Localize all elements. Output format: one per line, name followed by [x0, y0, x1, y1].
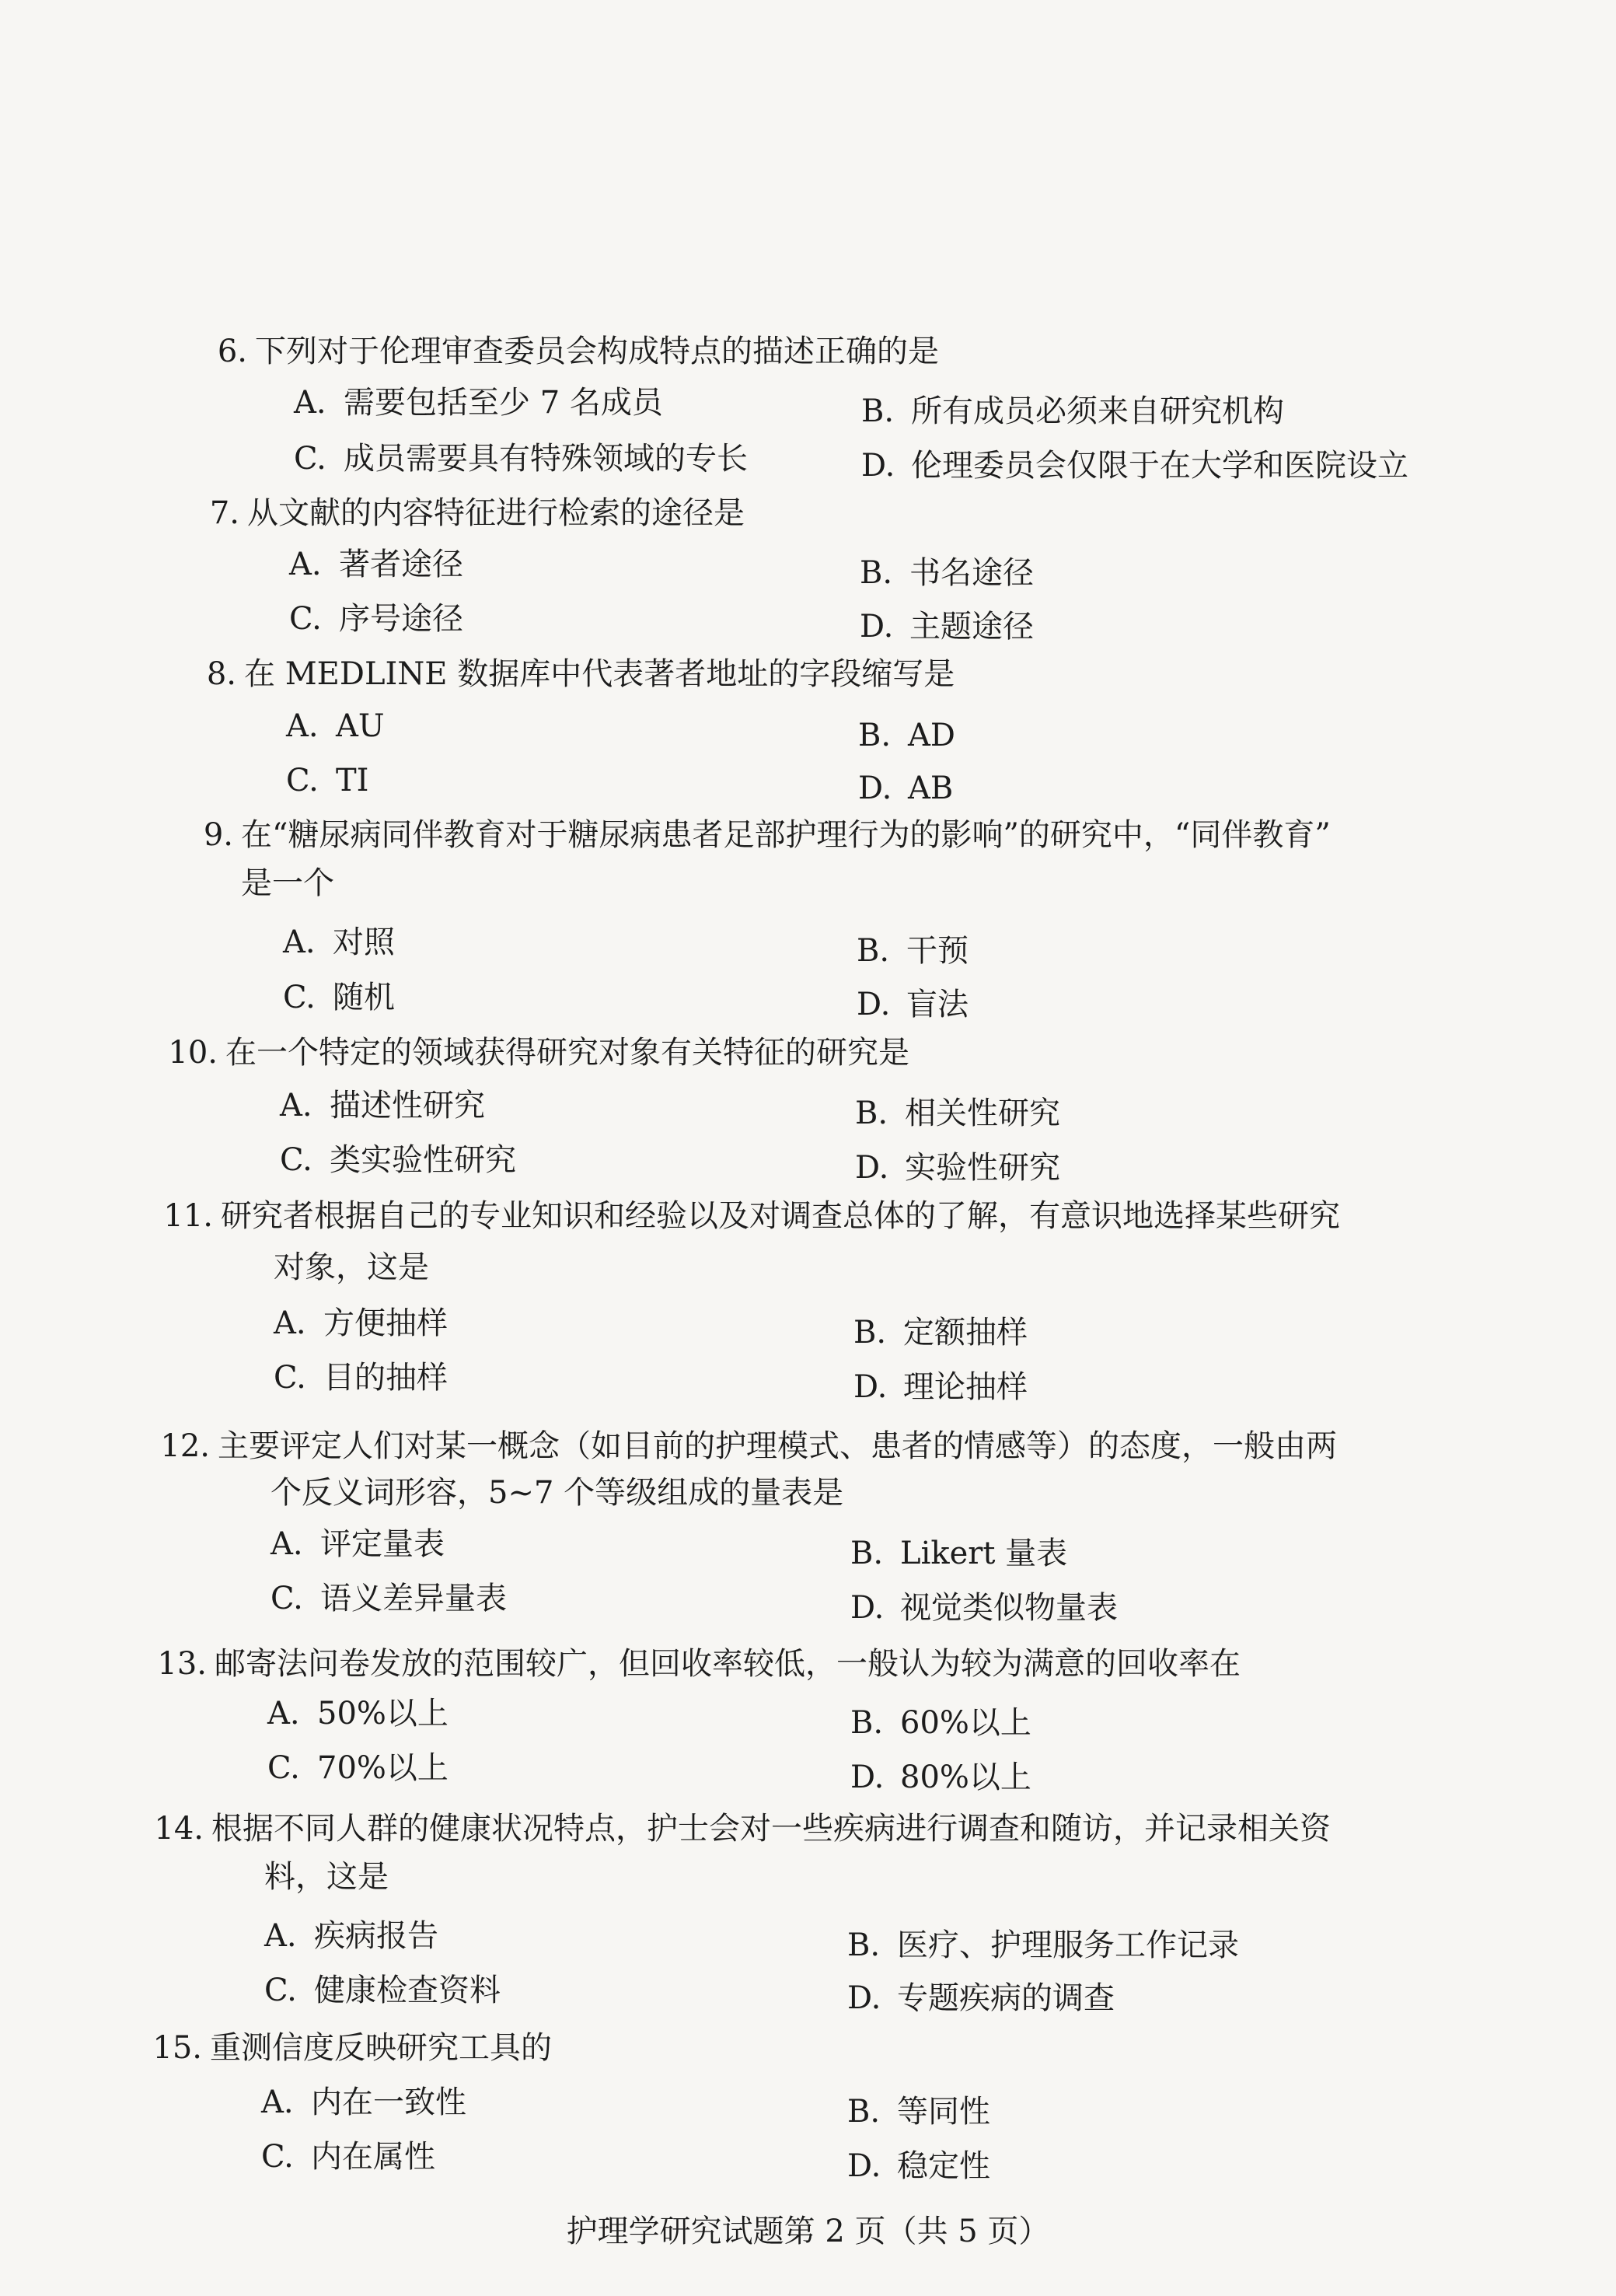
option-text: 序号途径 [339, 601, 463, 637]
option-d [860, 608, 1034, 645]
question-number: 11. [163, 1198, 213, 1234]
option-c [280, 1141, 516, 1179]
option-a [267, 1695, 449, 1732]
option-text: 需要包括至少 7 名成员 [344, 385, 663, 421]
question-text-line-2: 个反义词形容，5~7 个等级组成的量表是 [270, 1475, 844, 1511]
option-text: 方便抽样 [323, 1305, 448, 1341]
option-text: 80%以上 [900, 1760, 1031, 1795]
option-letter: C. [283, 980, 316, 1015]
option-b [860, 554, 1034, 592]
question-stem [163, 816, 1331, 854]
option-letter: D. [850, 1760, 885, 1795]
option-c [264, 1972, 501, 2009]
option-a [280, 1087, 485, 1124]
option-b [853, 1314, 1028, 1351]
option-text: 50%以上 [317, 1696, 449, 1732]
option-letter: D. [847, 1980, 881, 2016]
option-letter: A. [294, 385, 326, 421]
option-letter: D. [855, 1150, 889, 1186]
option-letter: A. [289, 547, 322, 582]
option-b [858, 717, 955, 754]
option-letter: D. [858, 771, 892, 806]
question-stem [169, 494, 745, 532]
question-number: 10. [168, 1035, 218, 1071]
option-b [847, 1927, 1239, 1964]
option-letter: D. [847, 2148, 881, 2184]
option-letter: A. [280, 1088, 312, 1124]
option-letter: B. [855, 1096, 888, 1131]
option-text: 书名途径 [909, 555, 1034, 591]
option-text: 所有成员必须来自研究机构 [911, 393, 1284, 429]
option-letter: C. [286, 763, 319, 799]
option-b [861, 393, 1284, 430]
option-b [847, 2093, 990, 2130]
option-text: 著者途径 [339, 547, 463, 582]
option-text: 等同性 [897, 2094, 990, 2130]
option-a [270, 1525, 445, 1563]
option-text: 专题疾病的调查 [897, 1980, 1115, 2016]
option-letter: A. [286, 708, 319, 744]
option-text: TI [336, 763, 369, 799]
option-c [289, 600, 463, 638]
option-letter: D. [857, 987, 891, 1022]
option-d [861, 447, 1408, 484]
option-text: 稳定性 [897, 2148, 990, 2184]
option-text: 疾病报告 [314, 1918, 438, 1954]
option-text: 相关性研究 [905, 1096, 1060, 1131]
option-b [850, 1535, 1067, 1572]
option-a [264, 1917, 438, 1955]
option-letter: B. [853, 1315, 887, 1351]
option-text: 医疗、护理服务工作记录 [897, 1927, 1239, 1963]
question-number: 12. [160, 1428, 210, 1464]
option-text: 实验性研究 [905, 1150, 1060, 1186]
option-letter: C. [280, 1142, 312, 1178]
option-b [850, 1704, 1031, 1742]
option-text: 内在一致性 [311, 2085, 466, 2120]
option-text: 理论抽样 [903, 1369, 1028, 1405]
option-text: 视觉类似物量表 [900, 1590, 1118, 1626]
option-text: 60%以上 [900, 1705, 1031, 1741]
option-text: 随机 [333, 980, 395, 1015]
question-stem [143, 1197, 1340, 1235]
option-text: 主题途径 [909, 609, 1034, 645]
option-letter: C. [261, 2139, 294, 2175]
option-letter: B. [857, 933, 890, 969]
option-letter: B. [850, 1536, 884, 1571]
option-d [850, 1589, 1118, 1627]
option-text: 目的抽样 [323, 1360, 448, 1396]
question-text-line-2: 是一个 [241, 865, 334, 901]
option-letter: C. [264, 1973, 297, 2008]
option-text: AD [908, 718, 955, 753]
question-text: 在 MEDLINE 数据库中代表著者地址的字段缩写是 [244, 656, 955, 692]
option-b [855, 1095, 1060, 1132]
option-text: AB [908, 771, 954, 806]
question-number: 14. [154, 1811, 204, 1847]
question-text: 根据不同人群的健康状况特点，护士会对一些疾病进行调查和随访，并记录相关资 [211, 1811, 1331, 1847]
option-text: 描述性研究 [330, 1088, 485, 1124]
option-a [289, 546, 463, 583]
option-letter: D. [853, 1369, 888, 1405]
option-c [270, 1580, 507, 1617]
option-c [274, 1359, 448, 1396]
question-number: 7. [209, 495, 239, 531]
option-text: AU [336, 708, 385, 744]
question-text-line-2: 对象，这是 [274, 1249, 429, 1285]
option-d [850, 1759, 1031, 1796]
question-number: 15. [152, 2030, 202, 2066]
option-letter: B. [860, 555, 893, 591]
option-text: 内在属性 [311, 2139, 435, 2175]
question-text: 在一个特定的领域获得研究对象有关特征的研究是 [225, 1035, 909, 1071]
option-text: 语义差异量表 [320, 1581, 507, 1616]
option-a [294, 384, 663, 421]
option-c [294, 440, 748, 477]
option-text: 盲法 [906, 987, 969, 1022]
option-d [857, 986, 969, 1023]
option-letter: A. [264, 1918, 297, 1954]
question-stem [134, 1810, 1331, 1847]
option-a [283, 924, 395, 961]
option-text: 伦理委员会仅限于在大学和医院设立 [911, 448, 1408, 484]
option-letter: B. [850, 1705, 884, 1741]
option-text: Likert 量表 [900, 1536, 1068, 1571]
option-text: 成员需要具有特殊领域的专长 [344, 441, 748, 477]
question-number: 6. [217, 334, 247, 369]
question-number: 9. [203, 817, 233, 853]
option-d [858, 770, 953, 807]
option-a [261, 2084, 466, 2121]
option-text: 评定量表 [320, 1526, 445, 1562]
question-text: 重测信度反映研究工具的 [210, 2030, 552, 2066]
option-letter: A. [261, 2085, 294, 2120]
question-stem [148, 1034, 909, 1071]
question-text: 下列对于伦理审查委员会构成特点的描述正确的是 [255, 334, 939, 369]
option-text: 干预 [906, 933, 969, 969]
question-text-line-2: 料，这是 [264, 1859, 389, 1895]
question-number: 13. [157, 1646, 207, 1682]
option-b [857, 932, 969, 970]
question-text: 主要评定人们对某一概念（如目前的护理模式、患者的情感等）的态度，一般由两 [218, 1428, 1337, 1464]
option-letter: C. [294, 441, 326, 477]
option-letter: A. [267, 1696, 300, 1732]
page-footer: 护理学研究试题第 2 页（共 5 页） [566, 2214, 1050, 2249]
option-letter: D. [850, 1590, 885, 1626]
option-text: 对照 [333, 924, 395, 960]
question-stem [137, 1645, 1241, 1683]
option-text: 定额抽样 [903, 1315, 1028, 1351]
option-letter: A. [274, 1305, 306, 1341]
option-a [274, 1305, 448, 1342]
option-a [286, 708, 385, 745]
question-stem [177, 333, 939, 370]
option-letter: A. [283, 924, 316, 960]
option-c [267, 1749, 449, 1787]
option-letter: B. [847, 2094, 881, 2130]
option-letter: A. [270, 1526, 303, 1562]
option-c [286, 762, 368, 799]
option-text: 健康检查资料 [314, 1973, 501, 2008]
option-letter: C. [270, 1581, 303, 1616]
question-number: 8. [206, 656, 236, 692]
option-d [853, 1368, 1028, 1406]
option-c [283, 979, 395, 1016]
question-stem [140, 1428, 1337, 1465]
option-letter: D. [860, 609, 894, 645]
question-text: 邮寄法问卷发放的范围较广，但回收率较低，一般认为较为满意的回收率在 [215, 1646, 1241, 1682]
option-d [847, 2147, 990, 2185]
option-text: 70%以上 [317, 1750, 449, 1786]
question-text: 从文献的内容特征进行检索的途径是 [247, 495, 745, 531]
option-text: 类实验性研究 [330, 1142, 516, 1178]
option-letter: D. [861, 448, 895, 484]
option-letter: C. [267, 1750, 300, 1786]
option-letter: C. [289, 601, 322, 637]
option-d [855, 1149, 1060, 1186]
question-stem [166, 655, 955, 693]
option-letter: B. [858, 718, 892, 753]
question-text: 研究者根据自己的专业知识和经验以及对调查总体的了解，有意识地选择某些研究 [221, 1198, 1340, 1234]
option-c [261, 2138, 435, 2175]
option-d [847, 1980, 1115, 2017]
option-letter: C. [274, 1360, 306, 1396]
question-stem [132, 2029, 552, 2067]
option-letter: B. [861, 393, 895, 429]
option-letter: B. [847, 1927, 881, 1963]
question-text: 在“糖尿病同伴教育对于糖尿病患者足部护理行为的影响”的研究中，“同伴教育” [241, 817, 1331, 853]
